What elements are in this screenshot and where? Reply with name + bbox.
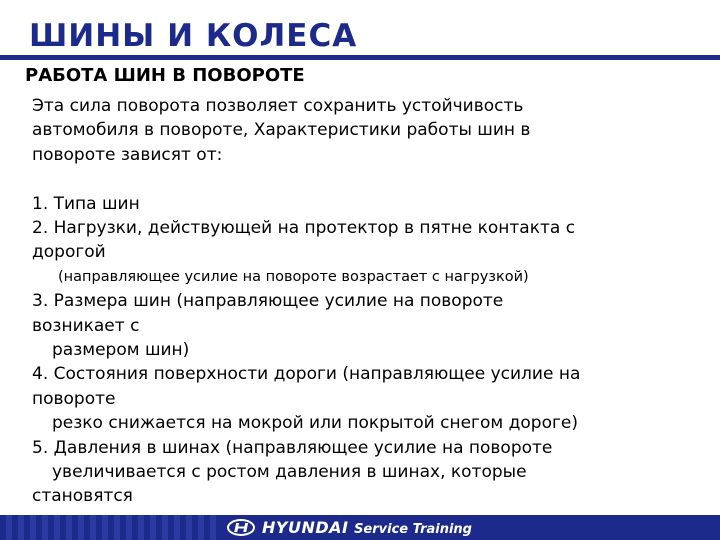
page-title: ШИНЫ И КОЛЕСА [29, 18, 358, 54]
list-item-continuation: возникает с [32, 315, 140, 336]
list-item-continuation: увеличивается с ростом давления в шинах, которые [52, 462, 527, 483]
title-divider [0, 55, 720, 60]
list-item-note: (направляющее усилие на повороте возрастает с нагрузкой) [58, 268, 529, 285]
intro-line: Эта сила поворота позволяет сохранить устойчивость [32, 96, 524, 116]
list-item-continuation: резко снижается на мокрой или покрытой снегом дороге) [52, 413, 578, 434]
footer-band [0, 515, 720, 540]
intro-line: автомобиля в повороте, Характеристики работы шин в [32, 120, 531, 141]
list-item: 4. Состояния поверхности дороги (направляющее усилие на [32, 364, 581, 385]
list-item: 5. Давления в шинах (направляющее усилие на повороте [32, 437, 553, 458]
page-subtitle: РАБОТА ШИН В ПОВОРОТЕ [25, 65, 305, 86]
brand-tagline: Service Training [354, 522, 472, 537]
intro-line: повороте зависят от: [32, 144, 223, 165]
blank-line [32, 167, 702, 191]
footer-bar [0, 510, 720, 540]
footer-brand [262, 518, 472, 540]
list-item: 2. Нагрузки, действующей на протектор в пятне контакта с [32, 218, 576, 239]
body-text [32, 94, 702, 533]
list-item-continuation: размером шин) [52, 340, 190, 361]
list-item-continuation: становятся [32, 486, 133, 507]
list-item-continuation: повороте [32, 388, 116, 409]
list-item: 3. Размера шин (направляющее усилие на повороте [32, 291, 504, 312]
list-item-continuation: дорогой [32, 242, 106, 263]
list-item: 1. Типа шин [32, 193, 140, 214]
hyundai-logo-icon [227, 519, 255, 536]
brand-name: HYUNDAI [262, 518, 349, 537]
